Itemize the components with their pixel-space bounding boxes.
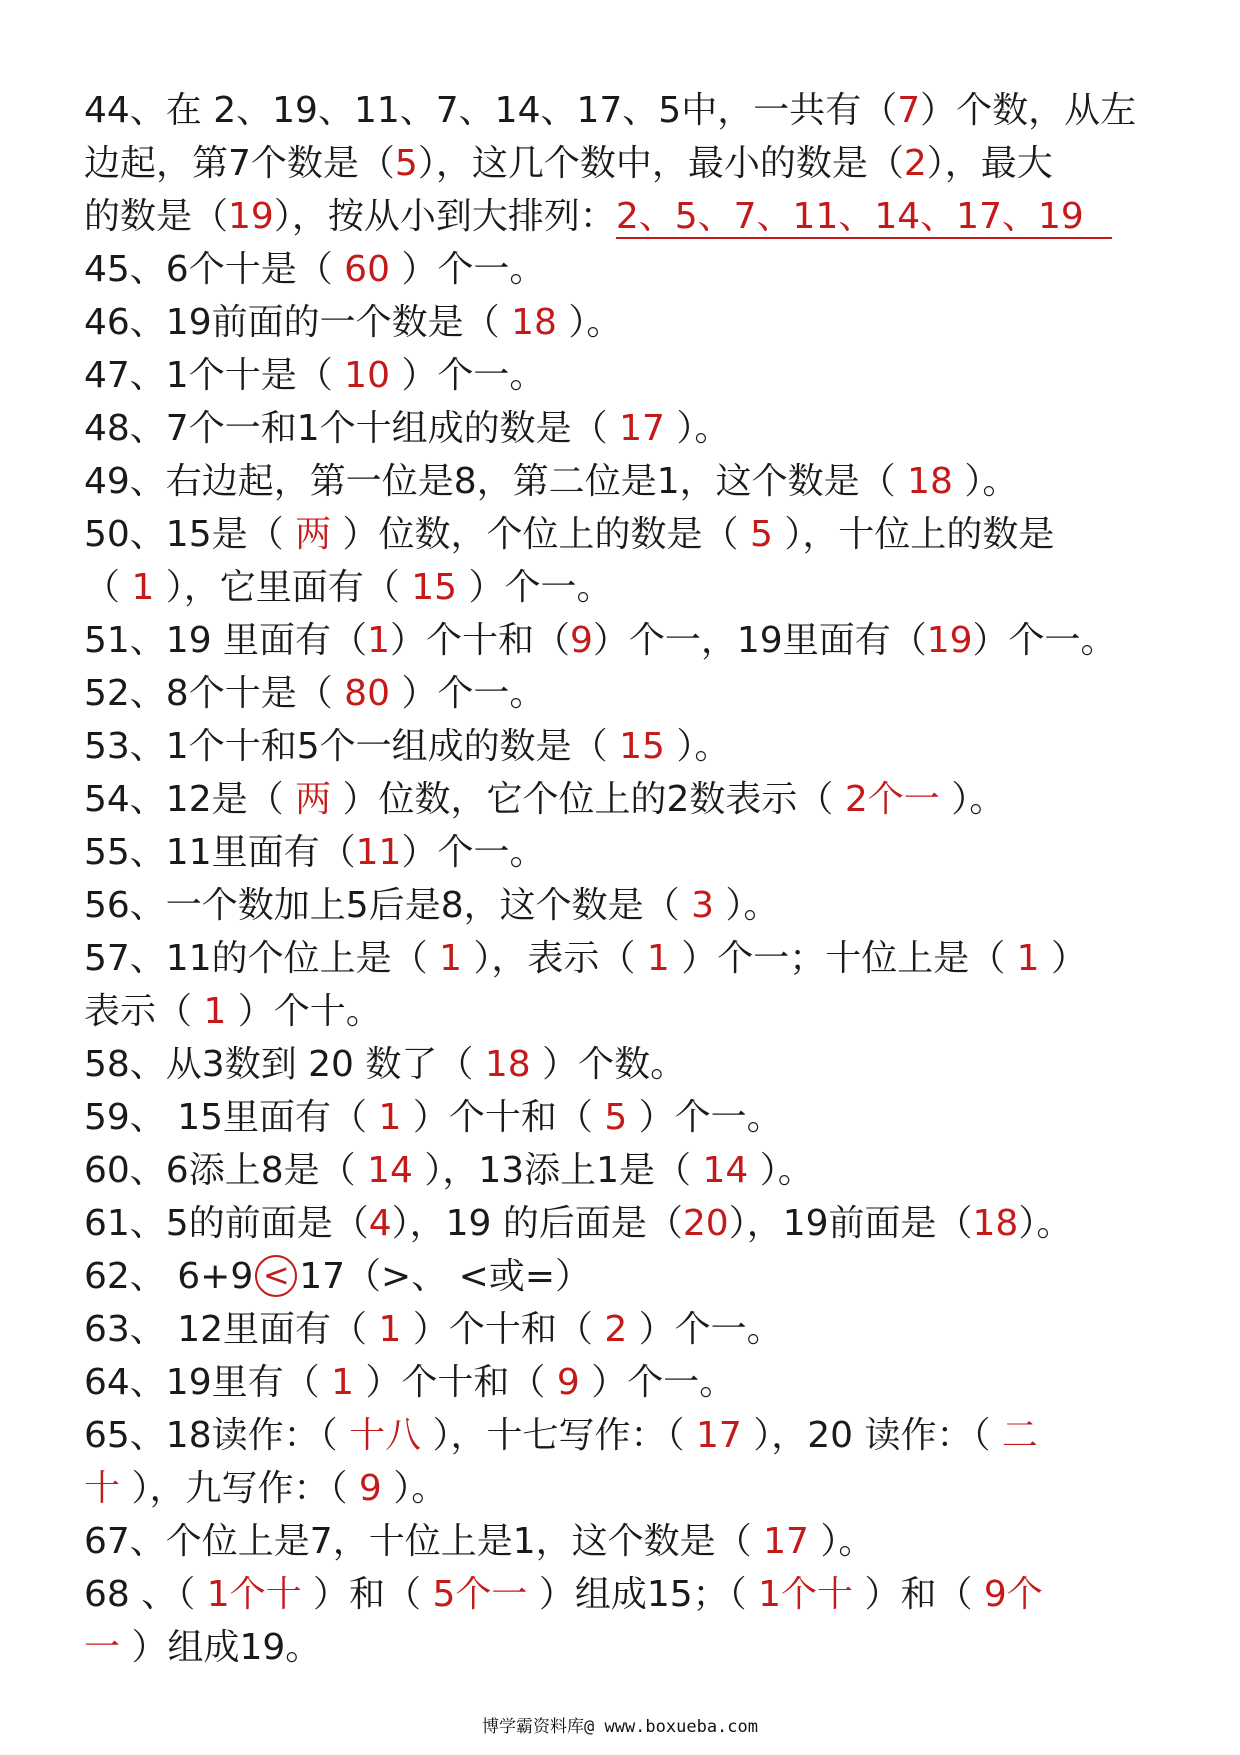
question-text: ）组成19。 [120, 1627, 322, 1668]
question-59 [84, 1091, 1164, 1144]
question-text: ），九写作：（ [120, 1468, 359, 1509]
answer: 19 [228, 196, 274, 237]
question-64 [84, 1356, 1164, 1409]
question-text: ） [1039, 938, 1088, 979]
answer: 18 [484, 1044, 531, 1085]
question-text: ）。 [952, 461, 1019, 502]
question-text: ）个一。 [401, 832, 546, 873]
question-54 [84, 773, 1164, 826]
question-text: ）。 [939, 779, 1006, 820]
answer: 14 [702, 1150, 749, 1191]
question-44 [84, 84, 1164, 137]
answer: 1 [646, 938, 670, 979]
question-68-line-2 [84, 1621, 1164, 1674]
answer: 5 [394, 143, 418, 184]
answer: 1 [331, 1362, 354, 1403]
answer: 1 [439, 938, 462, 979]
question-68 [84, 1568, 1164, 1621]
question-56 [84, 879, 1164, 932]
question-text: 64、19里有（ [84, 1362, 332, 1403]
question-text: ）个一。 [389, 249, 546, 290]
answer: 9 [556, 1362, 580, 1403]
question-text: 62、 6+9 [84, 1256, 254, 1297]
question-text: 47、1个十是（ [84, 355, 345, 396]
question-text: ）个一。 [627, 1097, 783, 1138]
question-text: ）位数，它个位上的2数表示（ [331, 779, 845, 820]
question-text: ）个数。 [530, 1044, 687, 1085]
answer: 1 [203, 991, 227, 1032]
question-62 [84, 1250, 1164, 1303]
question-text: 55、11里面有（ [84, 832, 356, 873]
question-text: ），十位上的数是 [772, 514, 1055, 555]
question-text: ）个一，19里面有（ [592, 620, 927, 661]
answer: 9 [358, 1468, 382, 1509]
question-44-line-2 [84, 137, 1164, 190]
question-65 [84, 1409, 1164, 1462]
question-60 [84, 1144, 1164, 1197]
question-text: 51、19 里面有（ [84, 620, 368, 661]
answer: 20 [682, 1203, 729, 1244]
answer: 3 [691, 885, 714, 926]
answer: 5个一 [432, 1574, 528, 1615]
answer: 17 [619, 408, 665, 449]
question-list [84, 84, 1164, 1674]
question-text: 44、在 2、19、11、7、14、17、5中，一共有（ [84, 90, 898, 131]
answer-circled: < [255, 1255, 297, 1297]
question-text: ）。 [664, 726, 731, 767]
question-61 [84, 1197, 1164, 1250]
question-text: ）个一。 [389, 673, 546, 714]
answer: 1 [367, 620, 390, 661]
answer: 十 [84, 1468, 121, 1509]
question-text: 52、8个十是（ [84, 673, 345, 714]
question-text: ），19前面是（ [728, 1203, 973, 1244]
answer: 1 [131, 567, 155, 608]
question-67 [84, 1515, 1164, 1568]
answer: 二 [1001, 1415, 1038, 1456]
question-50-line-2 [84, 561, 1164, 614]
question-text: 59、 15里面有（ [84, 1097, 379, 1138]
question-text: ）个一。 [579, 1362, 736, 1403]
question-text: 63、 12里面有（ [84, 1309, 379, 1350]
question-55 [84, 826, 1164, 879]
answer: 1个十 [206, 1574, 302, 1615]
question-text: ）和（ [301, 1574, 433, 1615]
question-text: 60、6添上8是（ [84, 1150, 368, 1191]
question-58 [84, 1038, 1164, 1091]
answer-underlined: 2、5、7、11、14、17、19 [616, 196, 1112, 239]
question-text: ）。 [748, 1150, 814, 1191]
question-text: 65、18读作：（ [84, 1415, 350, 1456]
question-text: ）位数，个位上的数是（ [331, 514, 750, 555]
answer: 17 [763, 1521, 809, 1562]
question-52 [84, 667, 1164, 720]
answer: 7 [897, 90, 921, 131]
question-text: ）。 [713, 885, 780, 926]
question-text: 57、11的个位上是（ [84, 938, 440, 979]
question-text: 67、个位上是7，十位上是1，这个数是（ [84, 1521, 764, 1562]
question-49 [84, 455, 1164, 508]
question-text: 49、右边起，第一位是8，第二位是1，这个数是（ [84, 461, 908, 502]
answer: 9个 [983, 1574, 1043, 1615]
answer: 5 [749, 514, 773, 555]
answer: 9 [569, 620, 593, 661]
answer: 1 [378, 1097, 402, 1138]
question-text: ），最大 [926, 143, 1053, 184]
answer: 两 [295, 514, 332, 555]
question-text: 48、7个一和1个十组成的数是（ [84, 408, 620, 449]
question-51 [84, 614, 1164, 667]
answer: 18 [907, 461, 953, 502]
question-text: ），表示（ [461, 938, 647, 979]
answer: 17 [695, 1415, 742, 1456]
question-48 [84, 402, 1164, 455]
question-text: ），这几个数中，最小的数是（ [417, 143, 904, 184]
question-text: ）个十和（ [401, 1097, 605, 1138]
answer: 15 [411, 567, 458, 608]
question-text: （ [84, 567, 132, 608]
answer: 18 [511, 302, 557, 343]
answer: 4 [368, 1203, 392, 1244]
question-text: ）。 [556, 302, 623, 343]
question-46 [84, 296, 1164, 349]
answer: 19 [926, 620, 973, 661]
question-text: ），19 的后面是（ [391, 1203, 683, 1244]
question-47 [84, 349, 1164, 402]
question-text: 边起，第7个数是（ [84, 143, 395, 184]
answer: 1个十 [758, 1574, 854, 1615]
question-text: ）个数，从左 [920, 90, 1137, 131]
answer: 2个一 [844, 779, 940, 820]
question-57-line-2 [84, 985, 1164, 1038]
question-text: ）和（ [853, 1574, 984, 1615]
question-text: ）组成15；（ [527, 1574, 759, 1615]
question-63 [84, 1303, 1164, 1356]
question-text: ）个十和（ [389, 620, 570, 661]
question-45 [84, 243, 1164, 296]
answer: 14 [367, 1150, 413, 1191]
question-text: 17（>、 <或=） [299, 1256, 591, 1297]
answer: 两 [295, 779, 332, 820]
question-text: 表示（ [84, 991, 204, 1032]
answer: 十八 [349, 1415, 422, 1456]
answer: 80 [344, 673, 390, 714]
question-text: ）个一。 [457, 567, 613, 608]
question-text: ）。 [808, 1521, 875, 1562]
question-53 [84, 720, 1164, 773]
answer: 1 [1016, 938, 1040, 979]
question-57 [84, 932, 1164, 985]
question-text: 58、从3数到 20 数了（ [84, 1044, 485, 1085]
answer: 11 [355, 832, 402, 873]
footer-watermark: 博学霸资料库@ www.boxueba.com [482, 1717, 758, 1737]
question-text: ）个一；十位上是（ [669, 938, 1017, 979]
answer: 15 [619, 726, 665, 767]
question-text: 54、12是（ [84, 779, 296, 820]
question-text: ）个一。 [972, 620, 1117, 661]
question-44-line-3 [84, 190, 1164, 243]
answer: 一 [84, 1627, 121, 1668]
answer: 5 [604, 1097, 628, 1138]
question-text: ）。 [381, 1468, 448, 1509]
question-text: ）个一。 [627, 1309, 783, 1350]
question-text: 45、6个十是（ [84, 249, 345, 290]
answer: 10 [344, 355, 390, 396]
question-text: 56、一个数加上5后是8，这个数是（ [84, 885, 692, 926]
question-text: 46、19前面的一个数是（ [84, 302, 512, 343]
question-text: 68 、（ [84, 1574, 207, 1615]
question-text: ）个十。 [226, 991, 382, 1032]
question-text: 的数是（ [84, 196, 229, 237]
question-text: ），13添上1是（ [412, 1150, 703, 1191]
answer: 18 [972, 1203, 1019, 1244]
answer: 1 [378, 1309, 402, 1350]
question-text: ），它里面有（ [154, 567, 412, 608]
question-text: ）。 [664, 408, 731, 449]
question-text: ）个十和（ [401, 1309, 605, 1350]
question-text: 53、1个十和5个一组成的数是（ [84, 726, 620, 767]
answer: 60 [344, 249, 390, 290]
question-text: 50、15是（ [84, 514, 296, 555]
answer: 2 [903, 143, 927, 184]
question-text: ），十七写作：（ [421, 1415, 696, 1456]
question-text: ），20 读作：（ [741, 1415, 1002, 1456]
question-text: ）个一。 [389, 355, 546, 396]
question-65-line-2 [84, 1462, 1164, 1515]
question-text: 61、5的前面是（ [84, 1203, 369, 1244]
question-text: ），按从小到大排列： [273, 196, 616, 237]
question-text: ）。 [1018, 1203, 1073, 1244]
answer: 2 [604, 1309, 628, 1350]
question-50 [84, 508, 1164, 561]
question-text: ）个十和（ [353, 1362, 557, 1403]
